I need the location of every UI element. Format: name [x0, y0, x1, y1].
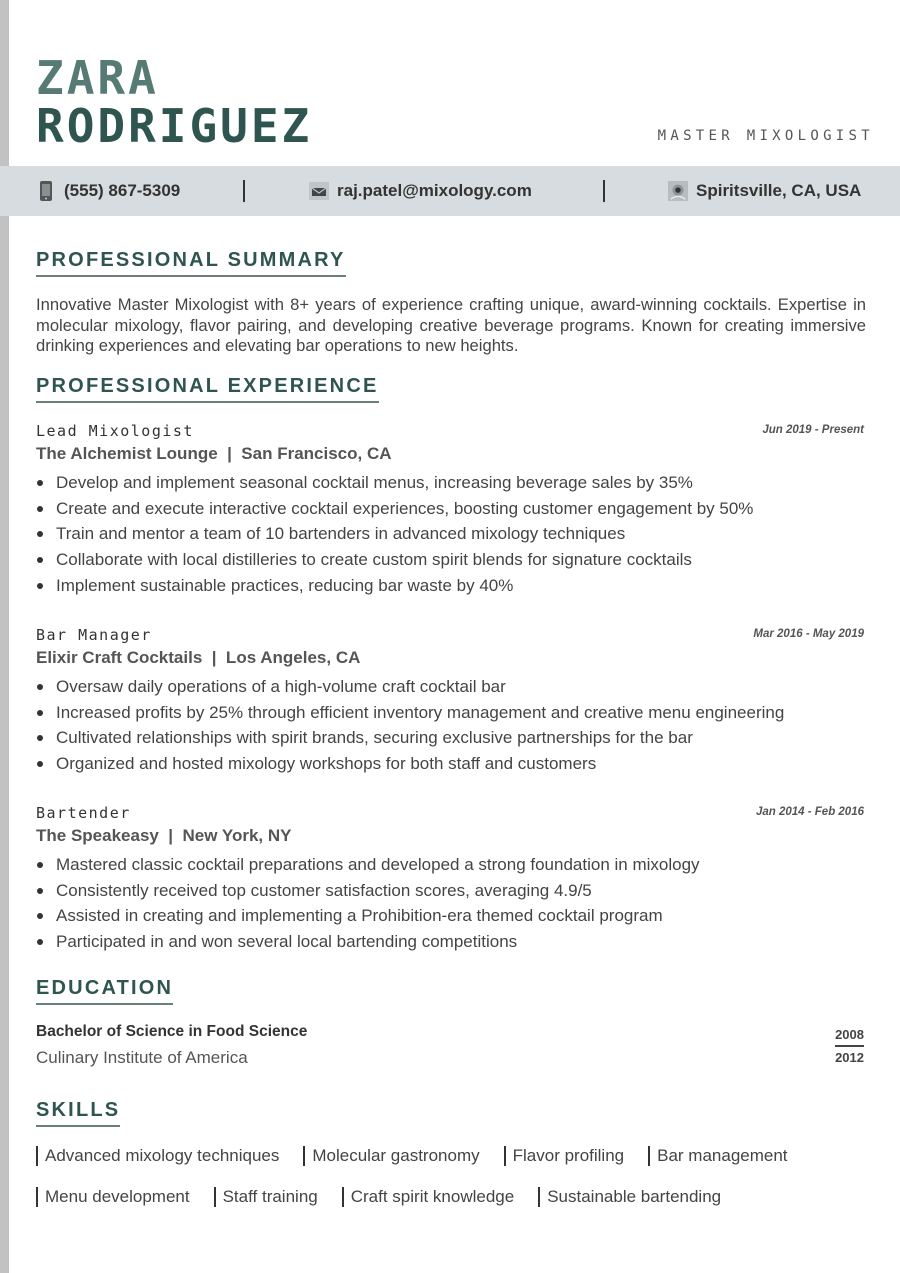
resume-header — [36, 51, 313, 153]
skill-label: Bar management — [657, 1146, 788, 1165]
job-bullet: Cultivated relationships with spirit brands, securing exclusive partnerships for the bar — [36, 725, 864, 751]
edu-degree: Bachelor of Science in Food Science — [36, 1023, 308, 1040]
job-entry — [36, 421, 864, 599]
job-role: Bartender — [36, 804, 131, 822]
skill-divider — [648, 1146, 650, 1166]
job-company: Elixir Craft Cocktails | Los Angeles, CA — [36, 648, 361, 667]
skills-row — [36, 1144, 876, 1168]
skills-row — [36, 1185, 876, 1209]
skill-label: Sustainable bartending — [547, 1187, 722, 1206]
section-title-summary: PROFESSIONAL SUMMARY — [36, 249, 346, 277]
edu-end-year: 2012 — [835, 1050, 864, 1065]
job-bullet: Train and mentor a team of 10 bartenders in advanced mixology techniques — [36, 521, 864, 547]
skill-item — [303, 1146, 479, 1166]
edu-start-year: 2008 — [835, 1027, 864, 1047]
skill-divider — [303, 1146, 305, 1166]
job-entry — [36, 803, 864, 955]
section-title-skills: SKILLS — [36, 1099, 120, 1127]
job-bullet: Implement sustainable practices, reducing bar waste by 40% — [36, 573, 864, 599]
skill-item — [36, 1146, 279, 1166]
job-bullet: Increased profits by 25% through efficient inventory management and creative menu engineering — [36, 700, 864, 726]
job-bullet: Mastered classic cocktail preparations and developed a strong foundation in mixology — [36, 852, 864, 878]
email-icon — [309, 180, 329, 202]
edu-school: Culinary Institute of America — [36, 1048, 248, 1067]
phone-number: (555) 867-5309 — [64, 181, 181, 200]
skill-item — [648, 1146, 787, 1166]
job-dates: Jun 2019 - Present — [762, 424, 864, 436]
job-bullet: Collaborate with local distilleries to create custom spirit blends for signature cocktails — [36, 547, 864, 573]
skill-item — [36, 1187, 190, 1207]
job-role: Bar Manager — [36, 626, 152, 644]
skill-divider — [504, 1146, 506, 1166]
last-name: RODRIGUEZ — [36, 99, 313, 153]
skill-item — [214, 1187, 318, 1207]
skill-label: Craft spirit knowledge — [350, 1187, 515, 1206]
job-bullet: Assisted in creating and implementing a Prohibition-era themed cocktail program — [36, 903, 864, 929]
summary-text: Innovative Master Mixologist with 8+ years of experience crafting unique, award-winning cocktails. Expertise in molecular mixology, flavor pairing, and developing creative beverage programs. Known for creating immersive drinking experiences and elevating bar operations to new heights. — [36, 295, 866, 355]
section-title-education: EDUCATION — [36, 977, 173, 1005]
skill-divider — [36, 1146, 38, 1166]
job-bullets — [36, 852, 864, 955]
section-title-experience: PROFESSIONAL EXPERIENCE — [36, 375, 379, 403]
skill-item — [538, 1187, 721, 1207]
skill-divider — [36, 1187, 38, 1207]
job-bullet: Create and execute interactive cocktail experiences, boosting customer engagement by 50% — [36, 496, 864, 522]
first-name: ZARA — [36, 51, 159, 105]
skills-list — [36, 1144, 876, 1209]
skill-item — [342, 1187, 514, 1207]
skill-divider — [538, 1187, 540, 1207]
contact-divider — [243, 180, 245, 202]
job-bullet: Develop and implement seasonal cocktail menus, increasing beverage sales by 35% — [36, 470, 864, 496]
job-bullet: Consistently received top customer satisfaction scores, averaging 4.9/5 — [36, 878, 864, 904]
job-bullet: Organized and hosted mixology workshops for both staff and customers — [36, 751, 864, 777]
job-entry — [36, 625, 864, 777]
contact-divider — [603, 180, 605, 202]
job-bullets — [36, 674, 864, 777]
contact-bar — [0, 166, 900, 216]
skill-divider — [342, 1187, 344, 1207]
job-company: The Alchemist Lounge | San Francisco, CA — [36, 444, 392, 463]
skill-label: Menu development — [45, 1187, 190, 1206]
job-bullet: Oversaw daily operations of a high-volume craft cocktail bar — [36, 674, 864, 700]
contact-location — [668, 166, 861, 216]
contact-email[interactable] — [309, 166, 532, 216]
job-title: MASTER MIXOLOGIST — [657, 128, 874, 144]
phone-icon — [36, 180, 56, 202]
skill-label: Advanced mixology techniques — [45, 1146, 280, 1165]
skill-label: Flavor profiling — [512, 1146, 625, 1165]
candidate-name — [36, 51, 313, 153]
education-entry — [36, 1021, 864, 1069]
skill-item — [504, 1146, 625, 1166]
location-icon — [668, 180, 688, 202]
contact-phone[interactable] — [36, 166, 180, 216]
job-company: The Speakeasy | New York, NY — [36, 826, 292, 845]
edu-years — [835, 1027, 864, 1066]
skill-label: Staff training — [222, 1187, 318, 1206]
job-bullet: Participated in and won several local bartending competitions — [36, 929, 864, 955]
location-text: Spiritsville, CA, USA — [696, 181, 862, 200]
email-address: raj.patel@mixology.com — [337, 181, 532, 200]
job-bullets — [36, 470, 864, 599]
skill-label: Molecular gastronomy — [312, 1146, 480, 1165]
job-role: Lead Mixologist — [36, 422, 194, 440]
job-dates: Mar 2016 - May 2019 — [753, 628, 864, 640]
job-dates: Jan 2014 - Feb 2016 — [755, 806, 864, 818]
skill-divider — [214, 1187, 216, 1207]
